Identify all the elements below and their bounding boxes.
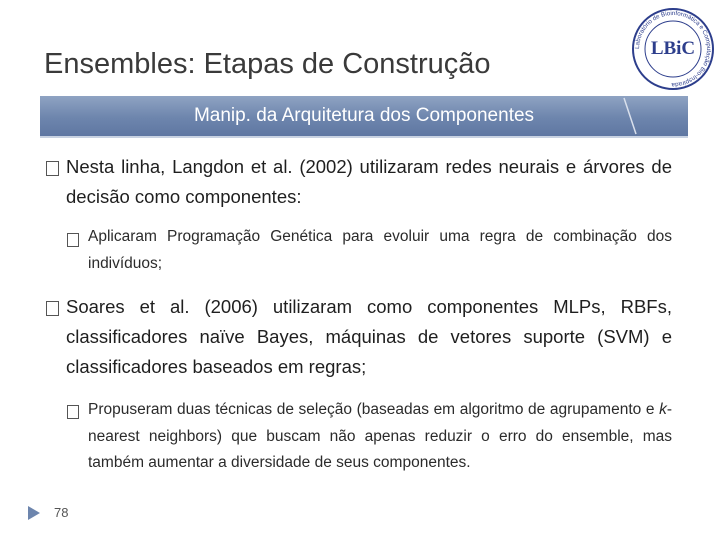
banner-slash-decoration — [620, 96, 642, 136]
banner-title: Manip. da Arquitetura dos Componentes — [193, 105, 535, 126]
sub-bullet-box-icon — [67, 405, 79, 419]
logo-ring-text: Laboratório de Bioinformática e Computação Bio-Inspirada — [633, 9, 713, 89]
bullet-2-text: Soares et al. (2006) utilizaram como componentes MLPs, RBFs, classificadores naïve Bayes, máquinas de vetores suporte (SVM) e classificadores baseados em regras; — [66, 296, 672, 377]
bullet-box-icon — [46, 161, 59, 176]
bullet-2-sub-part-1: Propuseram duas técnicas de seleção (baseadas em algoritmo de agrupamento e — [88, 401, 660, 418]
bullet-1-sub-text: Aplicaram Programação Genética para evoluir uma regra de combinação dos indivíduos; — [88, 228, 672, 272]
logo-text: LBiC — [650, 38, 696, 59]
bullet-2-sub-part-2: -nearest neighbors) que buscam não apenas reduzir o erro do ensemble, mas também aumentar a diversidade de seus componentes. — [88, 401, 672, 471]
page-number: 78 — [54, 505, 69, 520]
bullet-2-sub-italic-k: k — [659, 401, 667, 418]
section-banner — [40, 96, 688, 138]
lbic-logo — [630, 6, 716, 92]
slide-title: Ensembles: Etapas de Construção — [44, 48, 491, 80]
footer-arrow-icon — [26, 504, 46, 522]
bullet-2-sub-text — [88, 397, 672, 477]
sub-bullet-box-icon — [67, 233, 79, 247]
bullet-box-icon — [46, 301, 59, 316]
bullet-1-text: Nesta linha, Langdon et al. (2002) utilizaram redes neurais e árvores de decisão como componentes: — [66, 156, 672, 207]
